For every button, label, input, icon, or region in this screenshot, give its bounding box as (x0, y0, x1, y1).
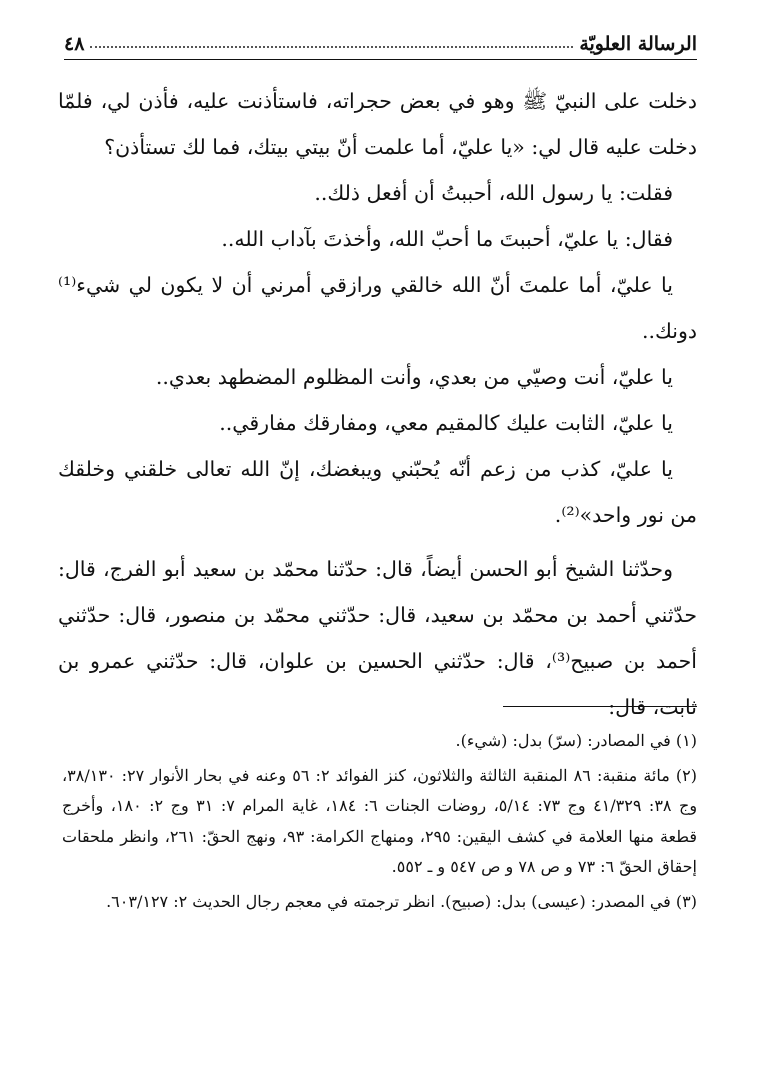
paragraph: يا عليّ، الثابت عليك كالمقيم معي، ومفارقك مفارقي.. (219, 411, 673, 435)
running-title: الرسالة العلويّة (579, 33, 697, 55)
paragraph: وحدّثنا الشيخ أبو الحسن أيضاً، قال: حدّثنا محمّد بن سعيد أبو الفرج، قال: حدّثني أحمد بن محمّد بن سعيد، قال: حدّثني محمّد بن منصور، قال: حدّثني أحمد بن صبيح⁽³⁾، قال: حدّثني الحسين بن علوان، قال: حدّثني عمرو بن ثابت، قال: (58, 557, 698, 719)
footnote-1: (١) في المصادر: (سرّ) بدل: (شيء). (455, 731, 697, 750)
page-header (64, 28, 697, 60)
header-dot-leader (90, 46, 573, 48)
paragraph: فقلت: يا رسول الله، أحببتُ أن أفعل ذلك.. (314, 181, 673, 205)
page-number: ٤٨ (64, 33, 85, 55)
paragraph: فقال: يا عليّ، أحببتَ ما أحبّ الله، وأخذتَ بآداب الله.. (221, 227, 673, 251)
footnote-2: (٢) مائة منقبة: ٨٦ المنقبة الثالثة والثلاثون، كنز الفوائد ٢: ٥٦ وعنه في بحار الأنوار ٢٧: ٣٨/١٣٠، وج ٣٨: ٤١/٣٢٩ وج ٧٣: ٥/١٤، روضات الجنات ٦: ١٨٤، غاية المرام ٧: ٣١ وج ٢: ١٨٠، وأخرج قطعة منها العلامة في كشف اليقين: ٢٩٥، ومنهاج الكرامة: ٩٣، ونهج الحقّ: ٢٦١، وانظر ملحقات إحقاق الحقّ ٦: ٧٣ و ص ٧٨ و ص ٥٤٧ و ـ ٥٥٢. (62, 765, 698, 876)
footnote-3: (٣) في المصدر: (عيسى) بدل: (صبيح). انظر ترجمته في معجم رجال الحديث ٢: ٦٠٣/١٢٧. (106, 891, 697, 911)
footnote-separator (503, 706, 697, 707)
paragraph: يا عليّ، أما علمتَ أنّ الله خالقي ورازقي أمرني أن لا يكون لي شيء⁽¹⁾ دونك.. (58, 273, 697, 343)
paragraph: يا عليّ، كذب من زعم أنّه يُحبّني ويبغضك، إنّ الله تعالى خلقني وخلقك من نور واحد»⁽²⁾. (58, 457, 697, 527)
footnotes (62, 726, 697, 921)
main-text (58, 78, 697, 730)
paragraph: يا عليّ، أنت وصيّي من بعدي، وأنت المظلوم المضطهد بعدي.. (155, 365, 673, 389)
paragraph: دخلت على النبيّ ﷺ وهو في بعض حجراته، فاستأذنت عليه، فأذن لي، فلمّا دخلت عليه قال لي: «يا عليّ، أما علمت أنّ بيتي بيتك، فما لك تستأذن؟ (58, 89, 697, 159)
